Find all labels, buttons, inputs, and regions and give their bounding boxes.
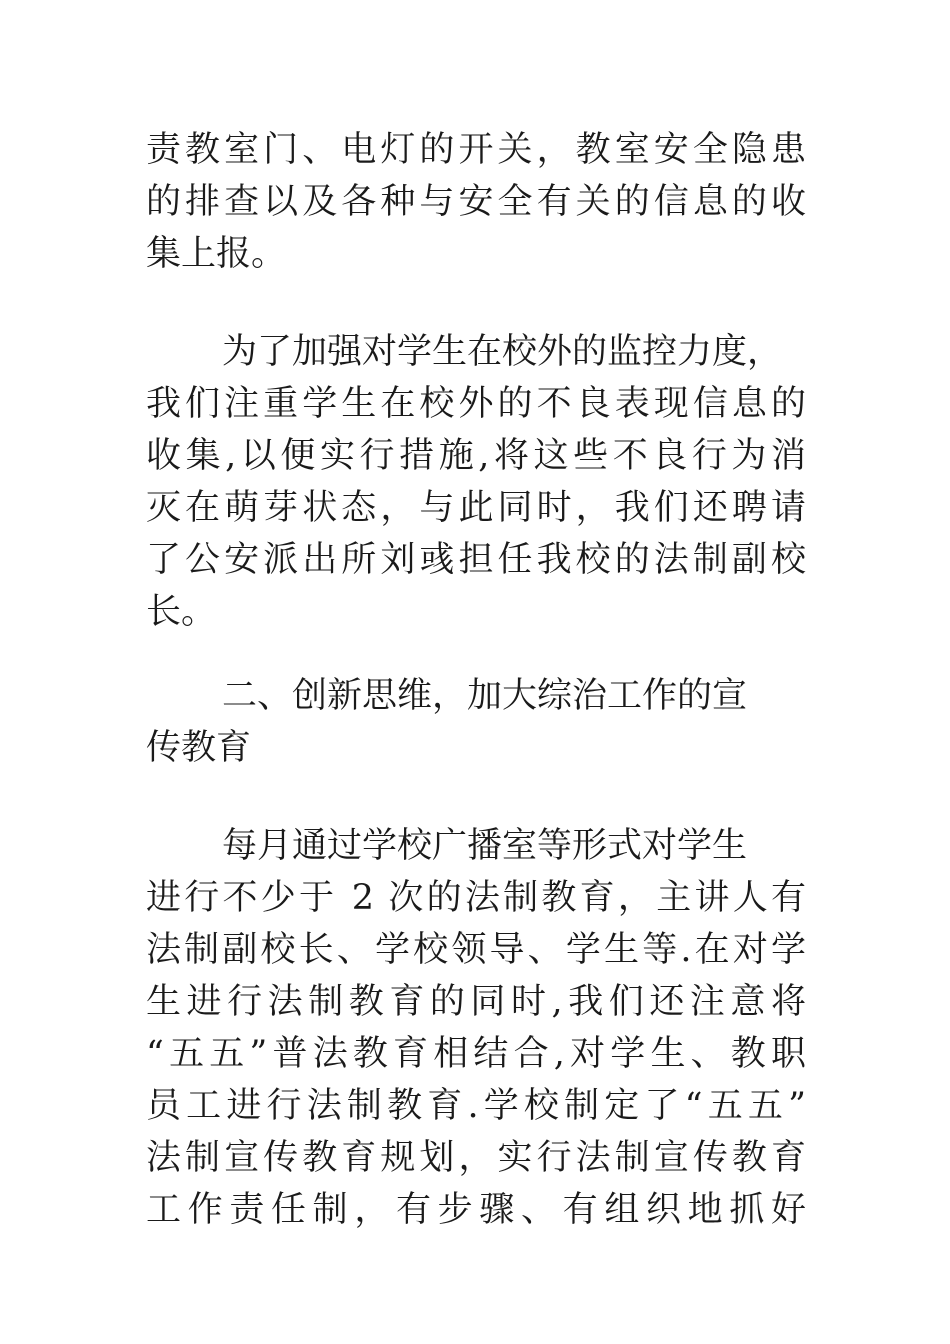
paragraph-3-line: 法制宣传教育规划，实行法制宣传教育: [146, 1138, 806, 1178]
paragraph-1-line: 责教室门、电灯的开关，教室安全隐患: [146, 130, 806, 170]
paragraph-2-line: 长。: [146, 592, 217, 632]
paragraph-1-line: 集上报。: [146, 234, 287, 274]
paragraph-3-line: 进行不少于 2 次的法制教育，主讲人有: [146, 878, 806, 918]
paragraph-1-line: 的排查以及各种与安全有关的信息的收: [146, 182, 806, 222]
paragraph-2: [146, 326, 826, 638]
paragraph-2-line: 收集,以便实行措施,将这些不良行为消: [146, 436, 806, 476]
paragraph-1: [146, 124, 826, 280]
paragraph-2-line: 为了加强对学生在校外的监控力度，: [222, 332, 783, 372]
paragraph-3-line: “五五”普法教育相结合,对学生、教职: [146, 1034, 806, 1074]
paragraph-3-line: 工作责任制，有步骤、有组织地抓好: [146, 1190, 806, 1230]
paragraph-3-line: 生进行法制教育的同时,我们还注意将: [146, 982, 806, 1022]
paragraph-3-line: 法制副校长、学校领导、学生等.在对学: [146, 930, 806, 970]
paragraph-3: [146, 820, 826, 1236]
paragraph-3-line: 员工进行法制教育.学校制定了“五五”: [146, 1086, 806, 1126]
paragraph-3-line: 每月通过学校广播室等形式对学生: [222, 826, 748, 866]
paragraph-2-line: 我们注重学生在校外的不良表现信息的: [146, 384, 806, 424]
section-heading-line: 传教育: [146, 728, 252, 768]
paragraph-2-line: 灭在萌芽状态，与此同时，我们还聘请: [146, 488, 806, 528]
paragraph-2-line: 了公安派出所刘彧担任我校的法制副校: [146, 540, 806, 580]
section-heading-line: 二、创新思维，加大综治工作的宣: [222, 676, 748, 716]
section-heading: [146, 670, 826, 774]
